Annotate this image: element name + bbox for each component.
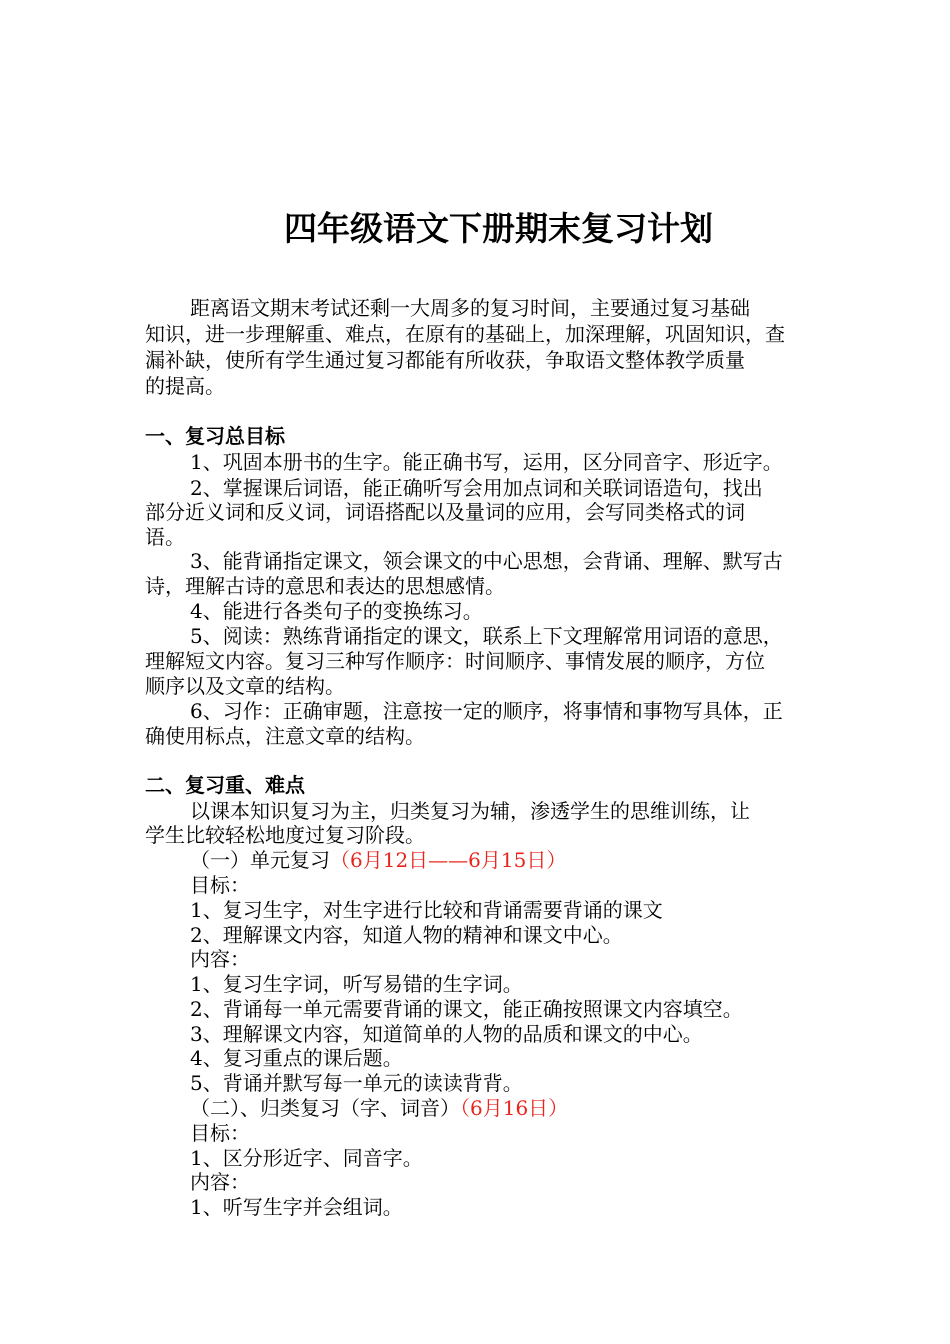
intro-line-4: 的提高。 xyxy=(145,374,225,398)
intro-line-1: 距离语文期末考试还剩一大周多的复习时间，主要通过复习基础 xyxy=(190,296,750,320)
section-1-heading: 一、复习总目标 xyxy=(145,424,285,448)
intro-line-2: 知识，进一步理解重、难点，在原有的基础上，加深理解，巩固知识，查 xyxy=(145,322,785,346)
part-1-heading xyxy=(190,847,870,873)
goal-5-line-2: 理解短文内容。复习三种写作顺序：时间顺序、事情发展的顺序，方位 xyxy=(145,649,765,673)
part-1-content-5: 5、背诵并默写每一单元的读读背背。 xyxy=(190,1071,523,1095)
section-2-para-line-1: 以课本知识复习为主，归类复习为辅，渗透学生的思维训练，让 xyxy=(190,799,750,823)
part-1-goal-label: 目标： xyxy=(190,873,250,897)
goal-2-line-2: 部分近义词和反义词，词语搭配以及量词的应用，会写同类格式的词 xyxy=(145,500,745,524)
part-2-goal-label: 目标： xyxy=(190,1121,250,1145)
part-2-content-1: 1、听写生字并会组词。 xyxy=(190,1195,403,1219)
intro-line-3: 漏补缺，使所有学生通过复习都能有所收获，争取语文整体教学质量 xyxy=(145,348,745,372)
part-2-date: （6月16日） xyxy=(460,1096,569,1120)
section-2-para-line-2: 学生比较轻松地度过复习阶段。 xyxy=(145,823,425,847)
part-1-goal-2: 2、理解课文内容，知道人物的精神和课文中心。 xyxy=(190,923,623,947)
goal-2-line-1: 2、掌握课后词语，能正确听写会用加点词和关联词语造句，找出 xyxy=(190,476,763,500)
goal-5-line-3: 顺序以及文章的结构。 xyxy=(145,674,345,698)
part-1-content-3: 3、理解课文内容，知道简单的人物的品质和课文的中心。 xyxy=(190,1022,703,1046)
part-1-content-2: 2、背诵每一单元需要背诵的课文，能正确按照课文内容填空。 xyxy=(190,997,743,1021)
goal-3-line-1: 3、能背诵指定课文，领会课文的中心思想，会背诵、理解、默写古 xyxy=(190,549,783,573)
part-2-goal-1: 1、区分形近字、同音字。 xyxy=(190,1146,423,1170)
section-2-heading: 二、复习重、难点 xyxy=(145,773,305,797)
part-1-content-4: 4、复习重点的课后题。 xyxy=(190,1046,403,1070)
goal-5-line-1: 5、阅读：熟练背诵指定的课文，联系上下文理解常用词语的意思， xyxy=(190,624,783,648)
goal-6-line-1: 6、习作：正确审题，注意按一定的顺序，将事情和事物写具体，正 xyxy=(190,699,783,723)
part-2-label: （二）、归类复习（字、词音） xyxy=(190,1096,460,1120)
part-1-label: （一）单元复习 xyxy=(190,848,330,872)
goal-4: 4、能进行各类句子的变换练习。 xyxy=(190,599,483,623)
part-1-content-1: 1、复习生字词，听写易错的生字词。 xyxy=(190,972,523,996)
part-2-content-label: 内容： xyxy=(190,1170,250,1194)
goal-3-line-2: 诗，理解古诗的意思和表达的思想感情。 xyxy=(145,574,505,598)
part-1-content-label: 内容： xyxy=(190,947,250,971)
goal-1: 1、巩固本册书的生字。能正确书写，运用，区分同音字、形近字。 xyxy=(190,450,783,474)
part-1-goal-1: 1、复习生字，对生字进行比较和背诵需要背诵的课文 xyxy=(190,898,663,922)
document-title: 四年级语文下册期末复习计划 xyxy=(284,209,713,248)
part-1-date: （6月12日——6月15日） xyxy=(330,848,567,872)
goal-6-line-2: 确使用标点，注意文章的结构。 xyxy=(145,724,425,748)
goal-2-line-3: 语。 xyxy=(145,525,185,549)
part-2-heading xyxy=(190,1095,870,1121)
